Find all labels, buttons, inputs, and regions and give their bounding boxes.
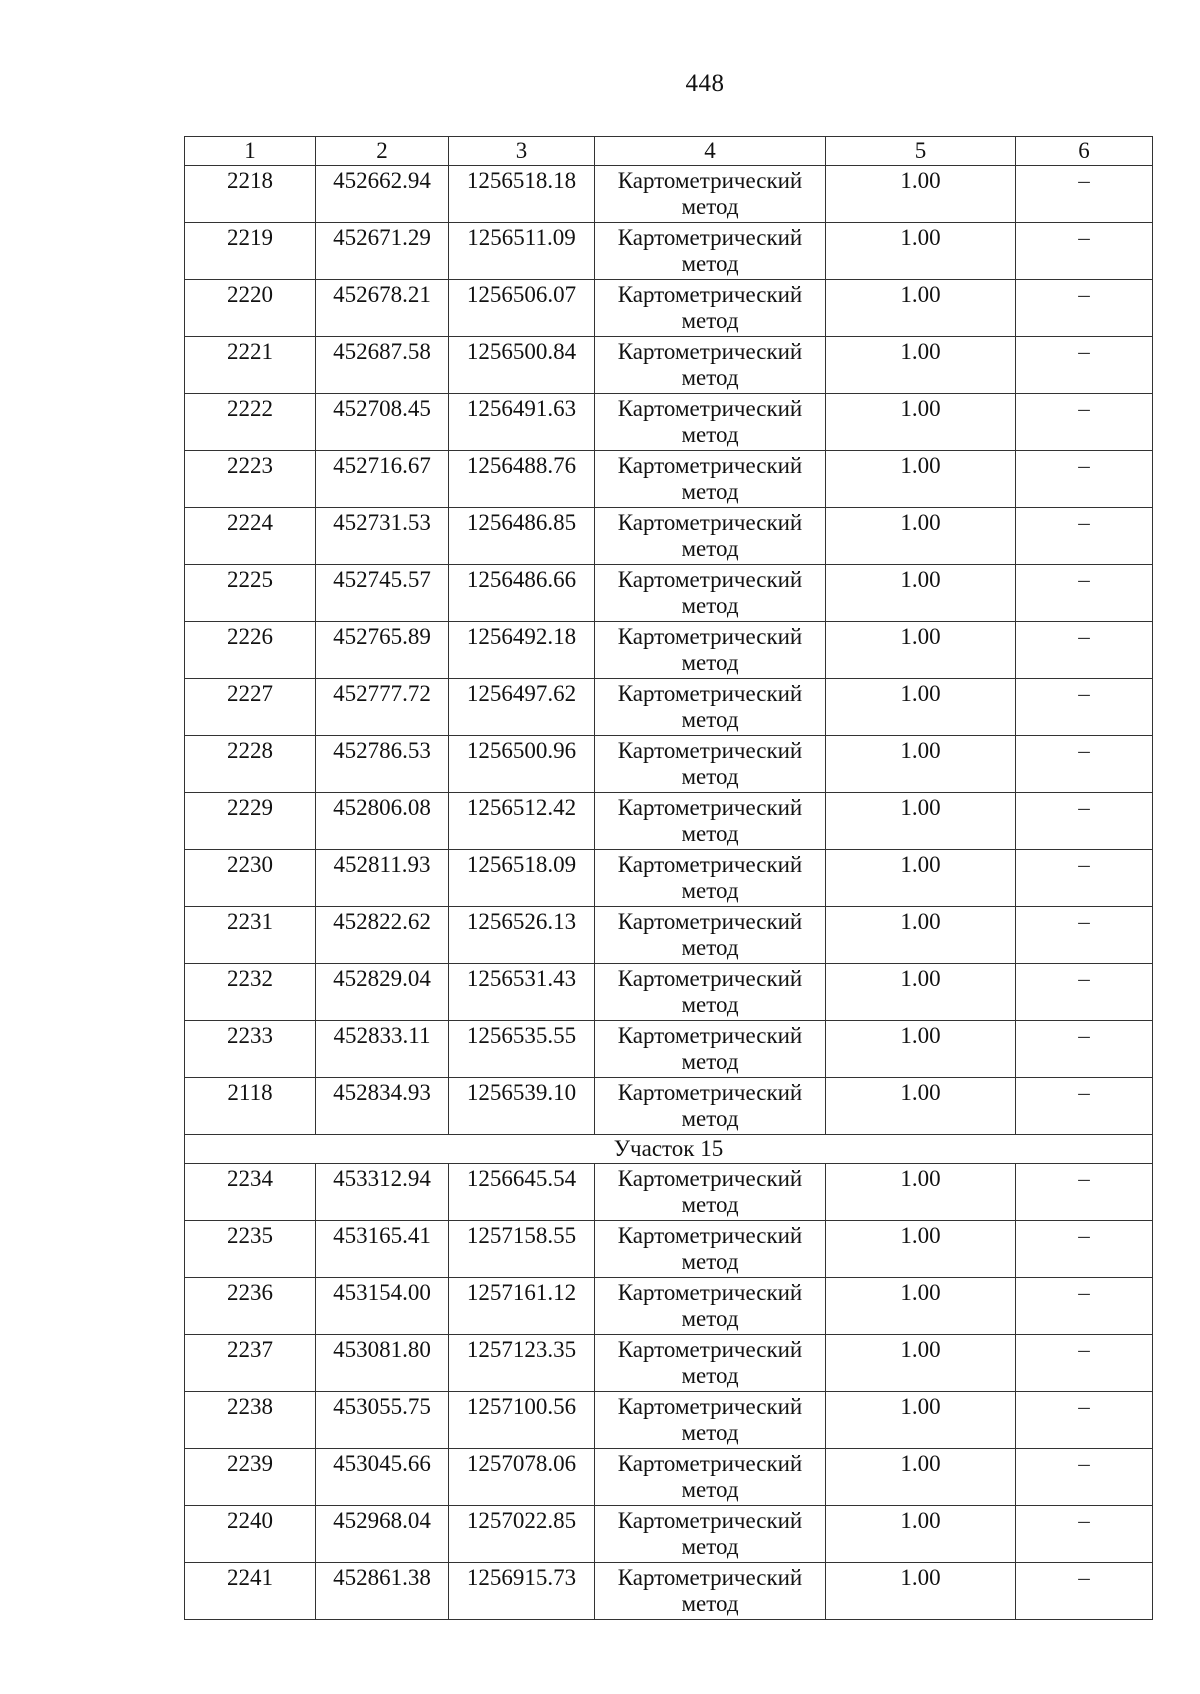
accuracy-cell: 1.00 — [826, 793, 1016, 850]
method-line-1: Картометрический — [617, 852, 803, 877]
table-row — [185, 1164, 1153, 1221]
table-row — [185, 1221, 1153, 1278]
point-number-cell: 2235 — [185, 1221, 316, 1278]
method-line-1: Картометрический — [617, 567, 803, 592]
x-coordinate-cell: 452678.21 — [316, 280, 449, 337]
x-coordinate-cell: 452834.93 — [316, 1078, 449, 1135]
method-line-2: метод — [681, 536, 739, 561]
accuracy-cell: 1.00 — [826, 736, 1016, 793]
y-coordinate-cell: 1256492.18 — [449, 622, 595, 679]
accuracy-cell: 1.00 — [826, 565, 1016, 622]
method-line-1: Картометрический — [617, 1394, 803, 1419]
method-cell — [595, 394, 826, 451]
table-row — [185, 508, 1153, 565]
method-line-2: метод — [681, 365, 739, 390]
method-line-2: метод — [681, 1534, 739, 1559]
table-row — [185, 280, 1153, 337]
method-line-1: Картометрический — [617, 1508, 803, 1533]
method-cell — [595, 1221, 826, 1278]
point-number-cell: 2237 — [185, 1335, 316, 1392]
note-cell: – — [1016, 280, 1153, 337]
method-line-2: метод — [681, 878, 739, 903]
table-row — [185, 1021, 1153, 1078]
y-coordinate-cell: 1257100.56 — [449, 1392, 595, 1449]
note-cell: – — [1016, 622, 1153, 679]
method-line-2: метод — [681, 422, 739, 447]
method-cell — [595, 1164, 826, 1221]
method-line-1: Картометрический — [617, 1337, 803, 1362]
note-cell: – — [1016, 508, 1153, 565]
note-cell: – — [1016, 736, 1153, 793]
x-coordinate-cell: 452671.29 — [316, 223, 449, 280]
method-line-1: Картометрический — [617, 1023, 803, 1048]
method-line-2: метод — [681, 764, 739, 789]
y-coordinate-cell: 1256512.42 — [449, 793, 595, 850]
table-row — [185, 394, 1153, 451]
accuracy-cell: 1.00 — [826, 1221, 1016, 1278]
method-line-1: Картометрический — [617, 1166, 803, 1191]
method-line-1: Картометрический — [617, 1080, 803, 1105]
method-cell — [595, 964, 826, 1021]
method-line-1: Картометрический — [617, 909, 803, 934]
x-coordinate-cell: 452968.04 — [316, 1506, 449, 1563]
point-number-cell: 2218 — [185, 166, 316, 223]
method-cell — [595, 1392, 826, 1449]
method-line-1: Картометрический — [617, 168, 803, 193]
method-line-2: метод — [681, 1192, 739, 1217]
accuracy-cell: 1.00 — [826, 1449, 1016, 1506]
x-coordinate-cell: 452786.53 — [316, 736, 449, 793]
note-cell: – — [1016, 223, 1153, 280]
y-coordinate-cell: 1256506.07 — [449, 280, 595, 337]
note-cell: – — [1016, 565, 1153, 622]
method-line-1: Картометрический — [617, 1223, 803, 1248]
method-line-1: Картометрический — [617, 282, 803, 307]
method-cell — [595, 1021, 826, 1078]
method-line-2: метод — [681, 1249, 739, 1274]
method-line-1: Картометрический — [617, 453, 803, 478]
note-cell: – — [1016, 1221, 1153, 1278]
method-cell — [595, 1506, 826, 1563]
point-number-cell: 2234 — [185, 1164, 316, 1221]
x-coordinate-cell: 453165.41 — [316, 1221, 449, 1278]
table-row — [185, 166, 1153, 223]
method-line-2: метод — [681, 194, 739, 219]
table-row — [185, 736, 1153, 793]
method-cell — [595, 223, 826, 280]
table-row — [185, 451, 1153, 508]
table-row — [185, 1278, 1153, 1335]
y-coordinate-cell: 1256915.73 — [449, 1563, 595, 1620]
x-coordinate-cell: 452765.89 — [316, 622, 449, 679]
accuracy-cell: 1.00 — [826, 1392, 1016, 1449]
method-line-2: метод — [681, 479, 739, 504]
method-cell — [595, 622, 826, 679]
y-coordinate-cell: 1257158.55 — [449, 1221, 595, 1278]
coordinates-table — [184, 136, 1153, 1620]
accuracy-cell: 1.00 — [826, 850, 1016, 907]
table-row — [185, 964, 1153, 1021]
method-cell — [595, 451, 826, 508]
x-coordinate-cell: 452716.67 — [316, 451, 449, 508]
point-number-cell: 2222 — [185, 394, 316, 451]
method-line-2: метод — [681, 650, 739, 675]
method-cell — [595, 508, 826, 565]
page-number: 448 — [685, 70, 725, 97]
x-coordinate-cell: 453154.00 — [316, 1278, 449, 1335]
method-cell — [595, 736, 826, 793]
x-coordinate-cell: 452777.72 — [316, 679, 449, 736]
accuracy-cell: 1.00 — [826, 1021, 1016, 1078]
point-number-cell: 2224 — [185, 508, 316, 565]
y-coordinate-cell: 1256535.55 — [449, 1021, 595, 1078]
method-cell — [595, 565, 826, 622]
method-line-2: метод — [681, 1591, 739, 1616]
method-cell — [595, 850, 826, 907]
point-number-cell: 2233 — [185, 1021, 316, 1078]
note-cell: – — [1016, 451, 1153, 508]
point-number-cell: 2239 — [185, 1449, 316, 1506]
method-cell — [595, 1335, 826, 1392]
method-cell — [595, 166, 826, 223]
method-cell — [595, 337, 826, 394]
method-cell — [595, 679, 826, 736]
accuracy-cell: 1.00 — [826, 1506, 1016, 1563]
x-coordinate-cell: 452662.94 — [316, 166, 449, 223]
x-coordinate-cell: 453312.94 — [316, 1164, 449, 1221]
method-line-2: метод — [681, 1363, 739, 1388]
y-coordinate-cell: 1256518.18 — [449, 166, 595, 223]
y-coordinate-cell: 1257022.85 — [449, 1506, 595, 1563]
accuracy-cell: 1.00 — [826, 508, 1016, 565]
method-line-1: Картометрический — [617, 624, 803, 649]
point-number-cell: 2241 — [185, 1563, 316, 1620]
method-line-1: Картометрический — [617, 1565, 803, 1590]
y-coordinate-cell: 1256526.13 — [449, 907, 595, 964]
accuracy-cell: 1.00 — [826, 394, 1016, 451]
accuracy-cell: 1.00 — [826, 337, 1016, 394]
point-number-cell: 2225 — [185, 565, 316, 622]
accuracy-cell: 1.00 — [826, 223, 1016, 280]
y-coordinate-cell: 1256486.66 — [449, 565, 595, 622]
section-row — [185, 1135, 1153, 1164]
table-row — [185, 907, 1153, 964]
table-row — [185, 850, 1153, 907]
note-cell: – — [1016, 907, 1153, 964]
x-coordinate-cell: 453081.80 — [316, 1335, 449, 1392]
method-line-1: Картометрический — [617, 681, 803, 706]
x-coordinate-cell: 452829.04 — [316, 964, 449, 1021]
note-cell: – — [1016, 1506, 1153, 1563]
column-header: 2 — [316, 137, 449, 166]
note-cell: – — [1016, 337, 1153, 394]
y-coordinate-cell: 1256488.76 — [449, 451, 595, 508]
method-line-2: метод — [681, 821, 739, 846]
method-cell — [595, 793, 826, 850]
note-cell: – — [1016, 1392, 1153, 1449]
method-line-2: метод — [681, 1049, 739, 1074]
note-cell: – — [1016, 1078, 1153, 1135]
point-number-cell: 2230 — [185, 850, 316, 907]
accuracy-cell: 1.00 — [826, 1164, 1016, 1221]
x-coordinate-cell: 452745.57 — [316, 565, 449, 622]
table-row — [185, 793, 1153, 850]
point-number-cell: 2236 — [185, 1278, 316, 1335]
x-coordinate-cell: 453045.66 — [316, 1449, 449, 1506]
y-coordinate-cell: 1257123.35 — [449, 1335, 595, 1392]
note-cell: – — [1016, 1563, 1153, 1620]
accuracy-cell: 1.00 — [826, 622, 1016, 679]
x-coordinate-cell: 452687.58 — [316, 337, 449, 394]
y-coordinate-cell: 1256500.96 — [449, 736, 595, 793]
y-coordinate-cell: 1256539.10 — [449, 1078, 595, 1135]
table-row — [185, 1078, 1153, 1135]
y-coordinate-cell: 1256500.84 — [449, 337, 595, 394]
table-row — [185, 565, 1153, 622]
table-row — [185, 1563, 1153, 1620]
column-header: 4 — [595, 137, 826, 166]
point-number-cell: 2226 — [185, 622, 316, 679]
method-line-2: метод — [681, 251, 739, 276]
table-row — [185, 622, 1153, 679]
point-number-cell: 2223 — [185, 451, 316, 508]
note-cell: – — [1016, 394, 1153, 451]
method-line-2: метод — [681, 1306, 739, 1331]
column-header: 6 — [1016, 137, 1153, 166]
method-cell — [595, 1078, 826, 1135]
header-row — [185, 137, 1153, 166]
method-line-1: Картометрический — [617, 1280, 803, 1305]
point-number-cell: 2238 — [185, 1392, 316, 1449]
method-line-2: метод — [681, 992, 739, 1017]
x-coordinate-cell: 452731.53 — [316, 508, 449, 565]
method-cell — [595, 907, 826, 964]
y-coordinate-cell: 1257161.12 — [449, 1278, 595, 1335]
y-coordinate-cell: 1256518.09 — [449, 850, 595, 907]
method-line-1: Картометрический — [617, 966, 803, 991]
table-row — [185, 1506, 1153, 1563]
method-line-2: метод — [681, 935, 739, 960]
method-line-2: метод — [681, 308, 739, 333]
method-line-2: метод — [681, 707, 739, 732]
accuracy-cell: 1.00 — [826, 1563, 1016, 1620]
note-cell: – — [1016, 166, 1153, 223]
point-number-cell: 2221 — [185, 337, 316, 394]
note-cell: – — [1016, 679, 1153, 736]
y-coordinate-cell: 1256486.85 — [449, 508, 595, 565]
x-coordinate-cell: 452861.38 — [316, 1563, 449, 1620]
accuracy-cell: 1.00 — [826, 679, 1016, 736]
method-line-1: Картометрический — [617, 1451, 803, 1476]
method-line-1: Картометрический — [617, 738, 803, 763]
x-coordinate-cell: 452806.08 — [316, 793, 449, 850]
accuracy-cell: 1.00 — [826, 964, 1016, 1021]
point-number-cell: 2231 — [185, 907, 316, 964]
method-line-1: Картометрический — [617, 225, 803, 250]
y-coordinate-cell: 1256491.63 — [449, 394, 595, 451]
y-coordinate-cell: 1256645.54 — [449, 1164, 595, 1221]
point-number-cell: 2227 — [185, 679, 316, 736]
method-line-1: Картометрический — [617, 795, 803, 820]
note-cell: – — [1016, 1335, 1153, 1392]
x-coordinate-cell: 452822.62 — [316, 907, 449, 964]
method-line-1: Картометрический — [617, 396, 803, 421]
method-cell — [595, 1449, 826, 1506]
table-row — [185, 337, 1153, 394]
column-header: 5 — [826, 137, 1016, 166]
x-coordinate-cell: 452833.11 — [316, 1021, 449, 1078]
point-number-cell: 2219 — [185, 223, 316, 280]
table-row — [185, 679, 1153, 736]
accuracy-cell: 1.00 — [826, 166, 1016, 223]
note-cell: – — [1016, 1164, 1153, 1221]
y-coordinate-cell: 1257078.06 — [449, 1449, 595, 1506]
section-title: Участок 15 — [185, 1135, 1153, 1164]
accuracy-cell: 1.00 — [826, 451, 1016, 508]
method-cell — [595, 1563, 826, 1620]
method-line-2: метод — [681, 1477, 739, 1502]
table-row — [185, 1392, 1153, 1449]
note-cell: – — [1016, 964, 1153, 1021]
method-line-2: метод — [681, 1106, 739, 1131]
y-coordinate-cell: 1256497.62 — [449, 679, 595, 736]
table-body — [185, 137, 1153, 1620]
y-coordinate-cell: 1256511.09 — [449, 223, 595, 280]
accuracy-cell: 1.00 — [826, 1335, 1016, 1392]
note-cell: – — [1016, 1449, 1153, 1506]
point-number-cell: 2220 — [185, 280, 316, 337]
method-line-1: Картометрический — [617, 510, 803, 535]
method-cell — [595, 280, 826, 337]
method-line-2: метод — [681, 593, 739, 618]
table-row — [185, 1335, 1153, 1392]
point-number-cell: 2240 — [185, 1506, 316, 1563]
x-coordinate-cell: 453055.75 — [316, 1392, 449, 1449]
note-cell: – — [1016, 850, 1153, 907]
point-number-cell: 2228 — [185, 736, 316, 793]
accuracy-cell: 1.00 — [826, 907, 1016, 964]
column-header: 3 — [449, 137, 595, 166]
method-cell — [595, 1278, 826, 1335]
note-cell: – — [1016, 1021, 1153, 1078]
accuracy-cell: 1.00 — [826, 1278, 1016, 1335]
point-number-cell: 2118 — [185, 1078, 316, 1135]
y-coordinate-cell: 1256531.43 — [449, 964, 595, 1021]
note-cell: – — [1016, 1278, 1153, 1335]
point-number-cell: 2229 — [185, 793, 316, 850]
table-row — [185, 223, 1153, 280]
accuracy-cell: 1.00 — [826, 280, 1016, 337]
point-number-cell: 2232 — [185, 964, 316, 1021]
accuracy-cell: 1.00 — [826, 1078, 1016, 1135]
x-coordinate-cell: 452708.45 — [316, 394, 449, 451]
column-header: 1 — [185, 137, 316, 166]
method-line-1: Картометрический — [617, 339, 803, 364]
method-line-2: метод — [681, 1420, 739, 1445]
table-row — [185, 1449, 1153, 1506]
note-cell: – — [1016, 793, 1153, 850]
x-coordinate-cell: 452811.93 — [316, 850, 449, 907]
